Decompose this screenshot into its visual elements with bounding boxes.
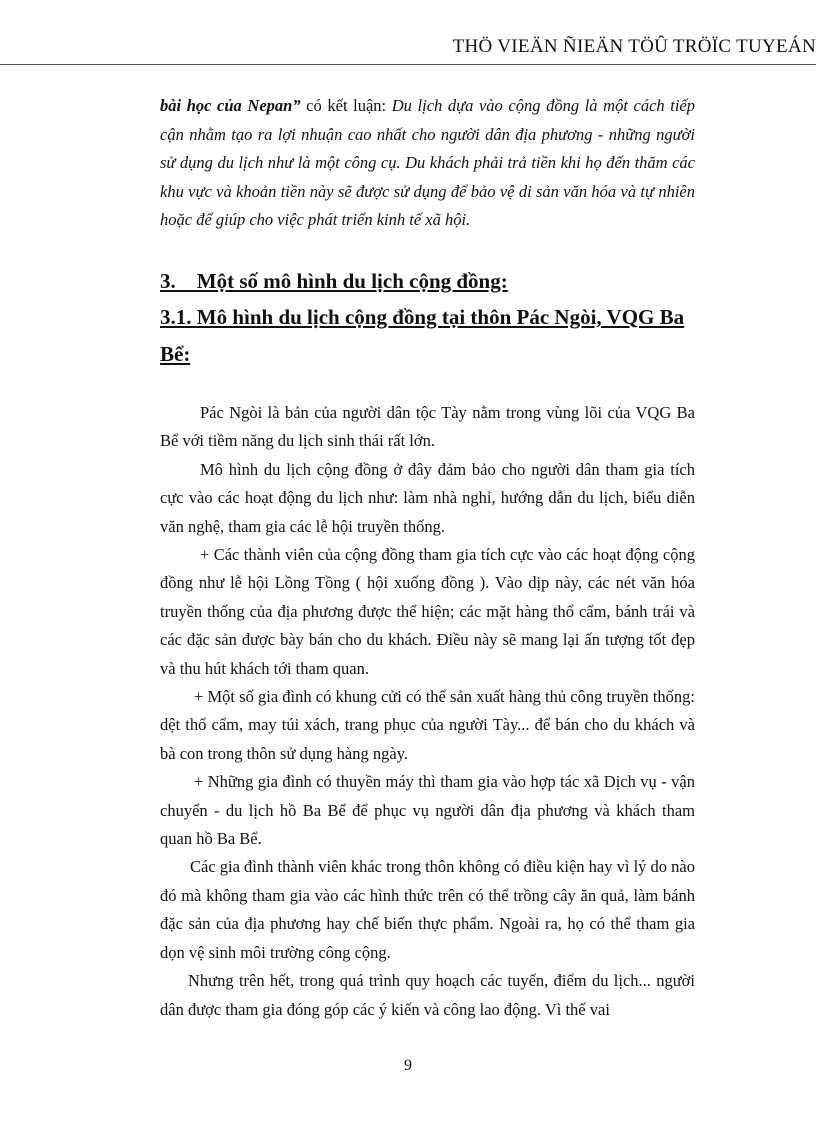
paragraph: + Các thành viên của cộng đồng tham gia tích cực vào các hoạt động cộng đồng như lễ hội Lồng Tồng ( hội xuống đồng ). Vào dịp này, các nét văn hóa truyền thống của địa phương được thể hiện; các mặt hàng thổ cẩm, bánh trái và các đặc sản được bày bán cho du khách. Điều này sẽ mang lại ấn tượng tốt đẹp và thu hút khách tới tham quan. <box>160 545 695 678</box>
header-rule <box>0 64 816 65</box>
paragraph: + Những gia đình có thuyền máy thì tham gia vào hợp tác xã Dịch vụ - vận chuyển - du lịch hồ Ba Bể để phục vụ người dân địa phương và khách tham quan hồ Ba Bể. <box>160 772 695 849</box>
paragraph: Các gia đình thành viên khác trong thôn không có điều kiện hay vì lý do nào đó mà không tham gia vào các hình thức trên có thể trồng cây ăn quả, làm bánh đặc sản của địa phương hay chế biến thực phẩm. Ngoài ra, họ có thể tham gia dọn vệ sinh môi trường công cộng. <box>160 857 695 962</box>
page-header: THÖ VIEÄN ÑIEÄN TÖÛ TRÖÏC TUYEÁN <box>452 36 816 57</box>
intro-bold: bài học của Nepan” <box>160 96 301 115</box>
paragraph: Nhưng trên hết, trong quá trình quy hoạch các tuyến, điểm du lịch... người dân được tham gia đóng góp các ý kiến và công lao động. Vì thế vai <box>160 971 695 1019</box>
section-heading: 3. Một số mô hình du lịch cộng đồng: <box>160 268 508 293</box>
subsection-heading: 3.1. Mô hình du lịch cộng đồng tại thôn Pác Ngòi, VQG Ba Bể: <box>160 304 685 366</box>
paragraph: + Một số gia đình có khung cửi có thể sản xuất hàng thủ công truyền thống: dệt thổ cẩm, may túi xách, trang phục của người Tày... để bán cho du khách và bà con trong thôn sử dụng hàng ngày. <box>160 687 695 763</box>
intro-italic: Du lịch dựa vào cộng đồng là một cách tiếp cận nhằm tạo ra lợi nhuận cao nhất cho người dân địa phương - những người sử dụng du lịch như là một công cụ. Du khách phải trả tiền khi họ đến thăm các khu vực và khoản tiền này sẽ được sử dụng để bảo vệ di sản văn hóa và tự nhiên hoặc để giúp cho việc phát triển kinh tế xã hội. <box>160 96 696 230</box>
body-text <box>160 399 695 1024</box>
page-number: 9 <box>404 1057 412 1074</box>
intro-normal: có kết luận: <box>300 96 392 115</box>
intro-paragraph <box>160 92 695 235</box>
paragraph: Pác Ngòi là bản của người dân tộc Tày nằm trong vùng lõi của VQG Ba Bể với tiềm năng du lịch sinh thái rất lớn. <box>160 402 695 451</box>
paragraph: Mô hình du lịch cộng đồng ở đây đảm bảo cho người dân tham gia tích cực vào các hoạt động du lịch như: làm nhà nghỉ, hướng dẫn du lịch, biểu diễn văn nghệ, tham gia các lễ hội truyền thống. <box>160 459 695 536</box>
page-content <box>160 92 695 1024</box>
